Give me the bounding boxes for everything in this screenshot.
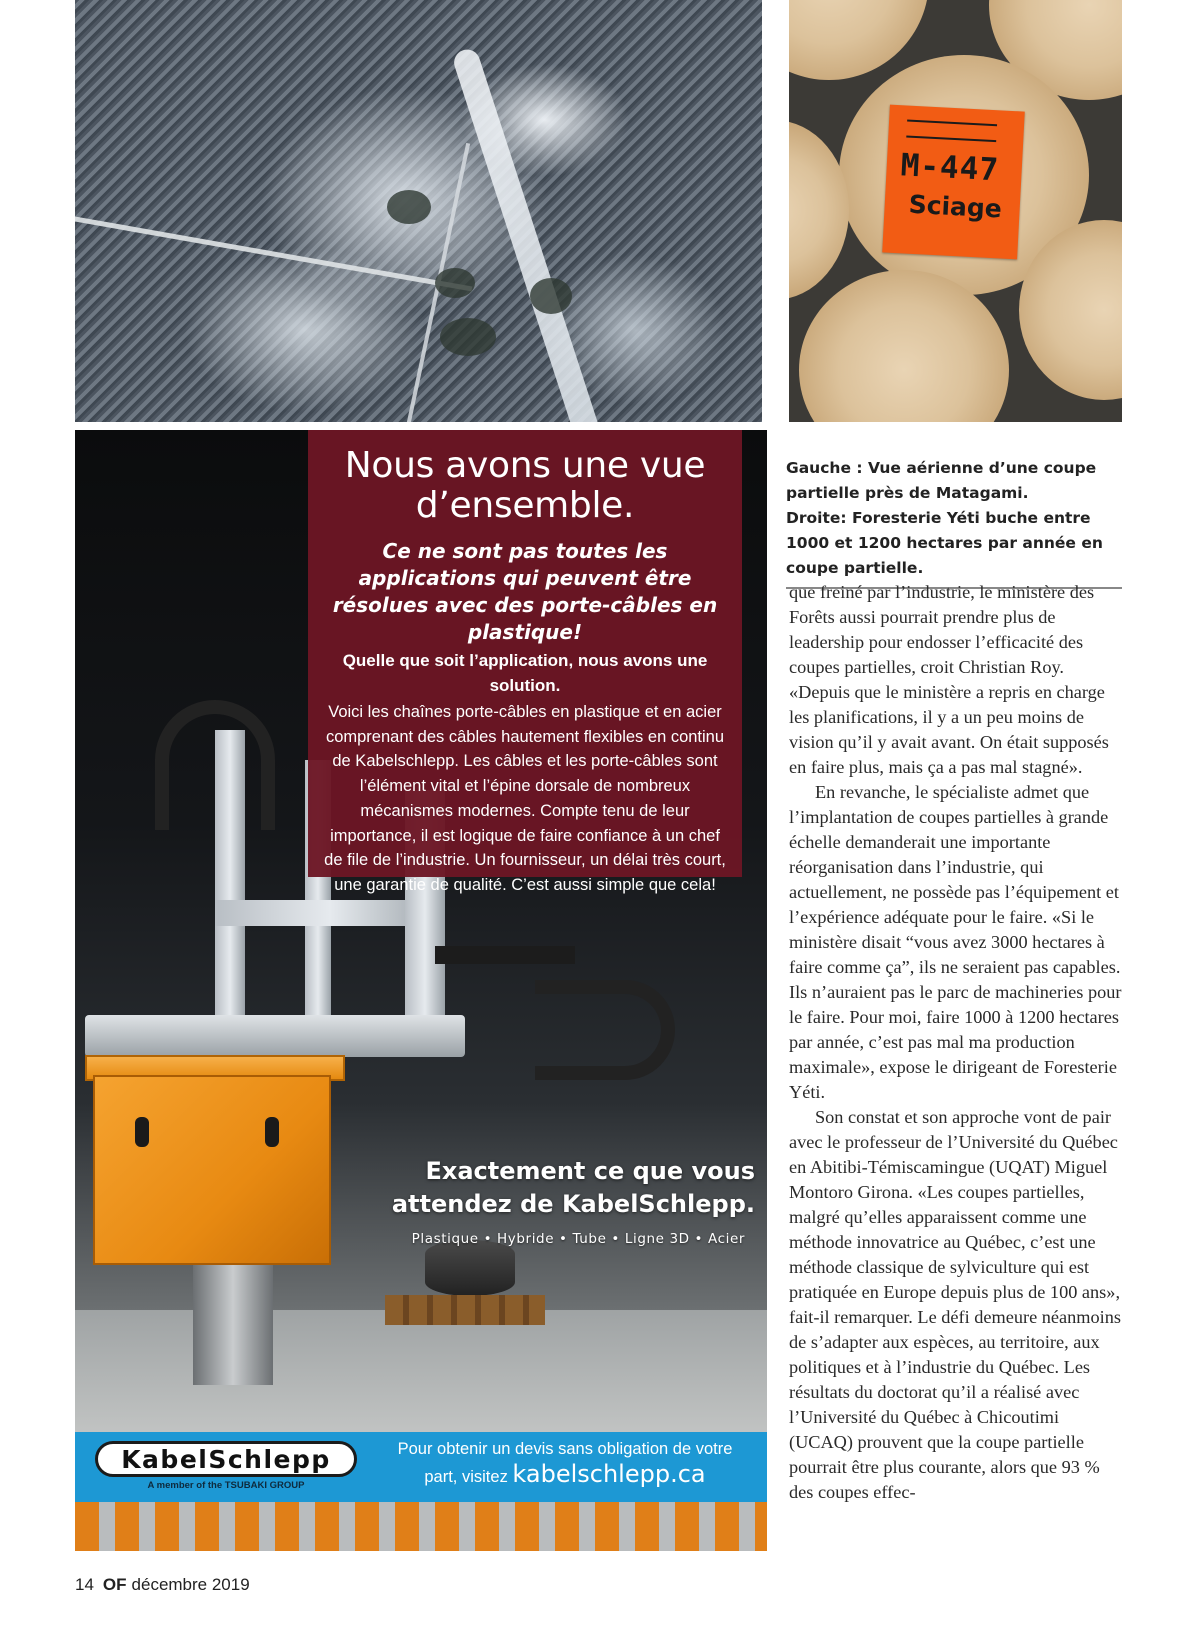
page-footer [75, 1575, 250, 1595]
ad-bottom-image-strip [75, 1502, 767, 1551]
logo-member-line: A member of the TSUBAKI GROUP [147, 1480, 305, 1491]
cta-line-2 [375, 1460, 755, 1488]
cta-text: Pour obtenir un devis sans obligation de votre [397, 1440, 733, 1458]
tree-clump [440, 318, 496, 356]
article-paragraph: Son constat et son approche vont de pair avec le professeur de l’Université du Québec en Abitibi-Témiscamingue (UQAT) Miguel Montoro Girona. «Les coupes partielles, malgré qu’elles apparaissent comme une méthode innovatrice au Québec, c’est une méthode classique de sylviculture qui est pratiquée en Europe depuis plus de 100 ans», fait-il remarquer. Le défi demeure néanmoins de s’adapter aux espèces, au territoire, aux politiques et à l’industrie du Québec. Les résultats du doctorat qu’il a réalisé avec l’Université du Québec à Chicoutimi (UCAQ) prouvent que la coupe partielle pourrait être plus courante, alors que 93 % des coupes effec- [789, 1107, 1121, 1502]
cable-chain [155, 700, 275, 830]
tree-clump [387, 190, 431, 224]
orange-log-tag [882, 105, 1025, 260]
cta-url-link[interactable]: kabelschlepp.ca [512, 1460, 706, 1488]
page-number: 14 [75, 1575, 94, 1594]
logo-text: KabelSchlepp [121, 1444, 331, 1474]
log-end [789, 120, 849, 300]
tag-word: Sciage [908, 189, 1003, 224]
tree-clump [530, 278, 572, 314]
kabelschlepp-logo [95, 1441, 357, 1477]
tag-code: M-447 [899, 147, 1000, 189]
river-shape [451, 46, 606, 422]
cable-chain [535, 980, 675, 1080]
ad-text-box [308, 430, 742, 894]
article-paragraph: En revanche, le spécialiste admet que l’implantation de coupes partielles à grande échelle demanderait une importante réorganisation dans l’industrie, qui actuellement, ne possède pas l’équipement et l’expérience adéquate pour le faire. «Si le ministère disait “vous avez 3000 hectares à faire comme ça”, ils ne seraient pas capables. Ils n’auraient pas le parc de machineries pour le faire. Pour moi, faire 1000 à 1200 hectares par année, c’est pas mal ma production maximale», expose le dirigeant de Foresterie Yéti. [789, 782, 1122, 1102]
article-body [789, 580, 1125, 1505]
aerial-photo [75, 0, 762, 422]
issue-date: décembre 2019 [131, 1575, 250, 1594]
road-shape [75, 214, 472, 292]
ad-body: Voici les chaînes porte-câbles en plastique et en acier comprenant des câbles hautement flexibles en continu de Kabelschlepp. Les câbles et les porte-câbles sont l’élément vital et l’épine dorsale de nombreux mécanismes modernes. Compte tenu de leur importance, il est logique de faire confiance à un chef de file de l’industrie. Un fournisseur, un délai très court, une garantie de qualité. C’est aussi simple que cela! [324, 703, 726, 894]
head-slot [265, 1117, 279, 1147]
machine-spindle [193, 1265, 273, 1385]
ad-subtitle: Ce ne sont pas toutes les applications qui peuvent être résolues avec des porte-câbles en plastique! [332, 539, 718, 644]
cable-chain-arm [435, 946, 575, 964]
tag-logo [906, 119, 997, 142]
publication-name: OF [102, 1575, 127, 1594]
tree-clump [435, 268, 475, 298]
machine-head [93, 1075, 331, 1265]
machine-plate [85, 1015, 465, 1057]
ad-cta [375, 1438, 755, 1488]
cta-text-2: part, visitez [424, 1468, 508, 1486]
kabelschlepp-ad [75, 430, 767, 1551]
ad-title: Nous avons une vue d’ensemble. [344, 445, 706, 526]
logs-photo [789, 0, 1122, 422]
ad-footer-bar [75, 1432, 767, 1502]
photo-caption [786, 456, 1122, 589]
pallet [385, 1295, 545, 1325]
head-slot [135, 1117, 149, 1147]
ad-subtitle-2: Quelle que soit l’application, nous avons une solution. [342, 651, 708, 695]
caption-right: Droite: Foresterie Yéti buche entre 1000 et 1200 hectares par année en coupe partielle. [786, 509, 1103, 577]
caption-left: Gauche : Vue aérienne d’une coupe partielle près de Matagami. [786, 459, 1097, 502]
ad-tagline: Exactement ce que vous attendez de KabelSchlepp. [391, 1157, 755, 1218]
article-paragraph: que freiné par l’industrie, le ministère des Forêts aussi pourrait prendre plus de leadership pour endosser l’efficacité des coupes partielles, croit Christian Roy. «Depuis que le ministère a repris en charge les planifications, il y a un peu moins de vision qu’il y avait avant. On était supposés en faire plus, mais ça a pas mal stagné». [789, 582, 1109, 777]
ad-products: Plastique • Hybride • Tube • Ligne 3D • Acier [411, 1231, 745, 1247]
